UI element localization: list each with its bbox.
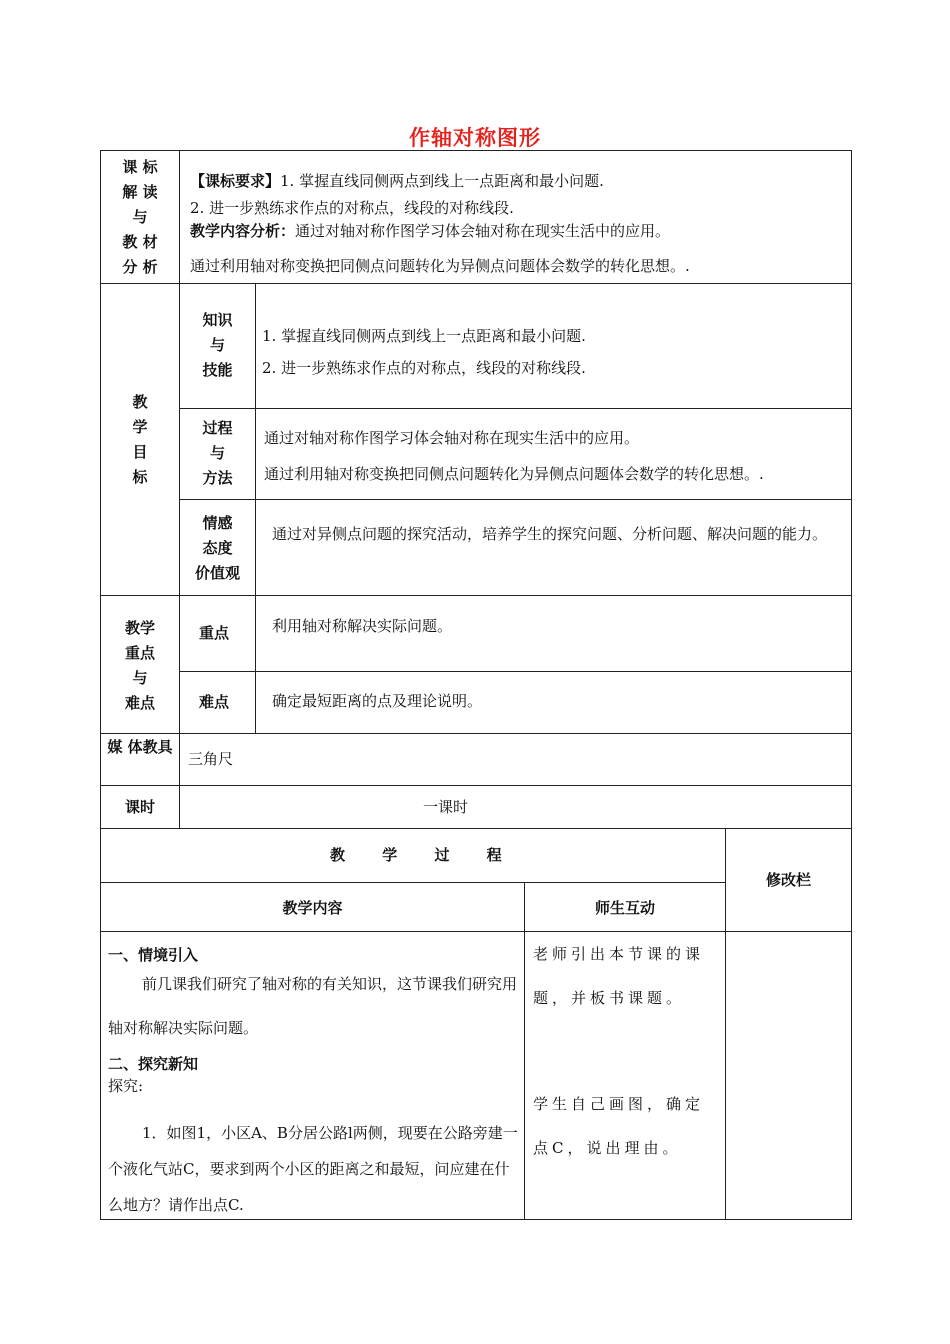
media-label: 媒 体教具 [107,738,173,756]
key-point-text: 利用轴对称解决实际问题。 [272,617,453,635]
content-col-header: 教学内容 [282,899,343,917]
problem-1: 1．如图1，小区A、B分居公路l两侧，现要在公路旁建一个液化气站C，要求到两个小区的距离之和最短，问应建在什么地方？请作出点C. [108,1124,518,1214]
revision-body-cell [725,931,852,1220]
explore-label: 探究: [108,1077,144,1095]
media-value-cell [179,733,852,786]
section-2-title: 二、探究新知 [108,1055,199,1073]
interaction-1: 老师引出本节课的课题，并板书课题。 [533,945,705,1007]
interaction-col-header: 师生互动 [594,899,655,917]
standards-analysis-line-2: 通过利用轴对称变换把同侧点问题转化为异侧点问题体会数学的转化思想。. [190,257,690,275]
standards-req-line-2: 2. 进一步熟练求作点的对称点，线段的对称线段. [190,199,514,217]
page-title: 作轴对称图形 [409,126,541,150]
key-point-label: 重点 [198,624,229,642]
knowledge-line-1: 1. 掌握直线同侧两点到线上一点距离和最小问题. [262,327,586,345]
standards-analysis-line-1: 教学内容分析：通过对轴对称作图学习体会轴对称在现实生活中的应用。 [190,222,671,240]
process-goal-line-2: 通过利用轴对称变换把同侧点问题转化为异侧点问题体会数学的转化思想。. [264,465,764,483]
process-header: 教 学 过 程 [330,846,518,864]
goals-label: 教 学 目 标 [132,393,148,486]
period-label: 课时 [124,798,155,816]
hard-point-label: 难点 [198,693,229,711]
section-1-text: 前几课我们研究了轴对称的有关知识，这节课我们研究用轴对称解决实际问题。 [108,975,518,1037]
emotion-label: 情感 态度 价值观 [194,514,240,582]
knowledge-label: 知识 与 技能 [202,311,233,379]
standards-req-line-1: 【课标要求】1. 掌握直线同侧两点到线上一点距离和最小问题. [190,172,604,190]
knowledge-line-2: 2. 进一步熟练求作点的对称点，线段的对称线段. [262,359,586,377]
period-value: 一课时 [423,798,469,816]
section-1-title: 一、情境引入 [108,946,199,964]
emotion-text: 通过对异侧点问题的探究活动，培养学生的探究问题、分析问题、解决问题的能力。 [272,525,828,543]
process-goal-content-cell [255,408,852,500]
process-goal-label: 过程 与 方法 [202,419,233,487]
period-value-cell [179,785,852,829]
hard-point-text: 确定最短距离的点及理论说明。 [272,692,483,710]
media-value: 三角尺 [188,750,234,768]
process-goal-line-1: 通过对轴对称作图学习体会轴对称在现实生活中的应用。 [264,429,640,447]
interaction-2: 学生自己画图，确定点C，说出理由。 [533,1095,705,1157]
focus-label: 教学 重点 与 难点 [124,619,155,712]
standards-label: 课 标 解 读 与 教 材 分 析 [122,158,158,276]
revision-header: 修改栏 [765,871,811,889]
